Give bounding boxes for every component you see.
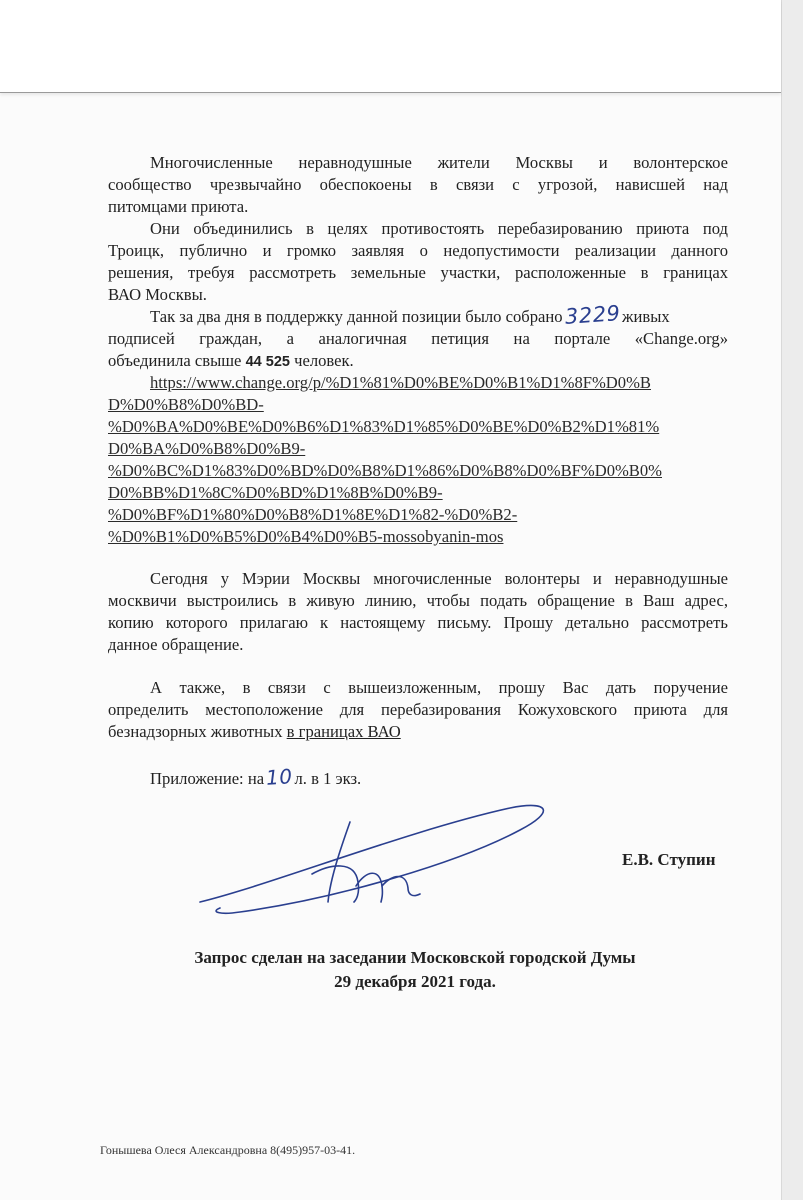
previous-page-edge: [0, 0, 781, 93]
url-line[interactable]: D0%BB%D1%8C%D0%BD%D1%8B%D0%B9-: [108, 483, 443, 502]
text-line: [108, 350, 728, 373]
text-fragment: л. в 1 экз.: [294, 769, 362, 788]
url-line[interactable]: %D0%B1%D0%B5%D0%B4%D0%B5-mossobyanin-mos: [108, 527, 504, 546]
closing-line: Запрос сделан на заседании Московской городской Думы: [194, 948, 636, 967]
underlined-text: в границах ВАО: [286, 722, 401, 741]
paragraph-concern: [108, 152, 728, 218]
url-line[interactable]: %D0%BA%D0%BE%D0%B6%D1%83%D1%85%D0%BE%D0%B2%D1%81%: [108, 417, 660, 436]
url-line[interactable]: %D0%BF%D1%80%D0%B8%D1%8E%D1%82-%D0%B2-: [108, 505, 518, 524]
text-line: решения, требуя рассмотреть земельные участки, расположенные в границах: [108, 263, 728, 282]
paragraph-signatures: [108, 301, 728, 373]
url-line[interactable]: D%D0%B8%D0%BD-: [108, 395, 264, 414]
url-line[interactable]: %D0%BC%D1%83%D0%BD%D0%B8%D1%86%D0%B8%D0%BF%D0%B0%: [108, 461, 662, 480]
handwritten-signature: [180, 790, 560, 930]
text-fragment: объединила свыше: [108, 351, 242, 370]
text-fragment: человек.: [294, 351, 354, 370]
url-line[interactable]: D0%BA%D0%B8%D0%B9-: [108, 439, 306, 458]
closing-statement: [150, 946, 680, 994]
text-line: сообщество чрезвычайно обеспокоены в связи с угрозой, нависшей над: [108, 175, 728, 194]
petition-count: 44 525: [245, 354, 290, 370]
attachment-line: [108, 766, 728, 790]
text-line: определить местоположение для перебазирования Кожуховского приюта для: [108, 700, 728, 719]
handwritten-page-count: 10: [265, 764, 294, 790]
petition-url[interactable]: [108, 372, 728, 548]
text-fragment: Так за два дня в поддержку данной позиции было собрано: [150, 307, 563, 326]
text-line: А также, в связи с вышеизложенным, прошу Вас дать поручение: [150, 678, 728, 697]
text-line: Сегодня у Мэрии Москвы многочисленные волонтеры и неравнодушные: [150, 569, 728, 588]
paragraph-mayor-office: [108, 568, 728, 656]
text-line: подписей граждан, а аналогичная петиция на портале «Change.org»: [108, 329, 728, 348]
handwritten-signature-count: 3229: [563, 301, 621, 329]
paragraph-request: [108, 677, 728, 743]
closing-line: 29 декабря 2021 года.: [334, 972, 496, 991]
text-fragment: Приложение: на: [150, 769, 265, 788]
text-fragment: безнадзорных животных: [108, 722, 283, 741]
text-line: питомцами приюта.: [108, 197, 249, 216]
text-line: [108, 301, 728, 329]
url-line[interactable]: https://www.change.org/p/%D1%81%D0%BE%D0%B1%D1%8F%D0%B: [150, 373, 651, 392]
footer-contact: Гонышева Олеся Александровна 8(495)957-03-41.: [100, 1143, 356, 1157]
text-line: ВАО Москвы.: [108, 285, 207, 304]
text-line: [108, 766, 728, 790]
text-line: Троицк, публично и громко заявляя о недопустимости реализации данного: [108, 241, 728, 260]
text-line: [108, 721, 728, 743]
text-line: Они объединились в целях противостоять перебазированию приюта под: [150, 219, 728, 238]
paragraph-united: [108, 218, 728, 306]
signer-name: Е.В. Ступин: [622, 850, 716, 869]
text-fragment: живых: [622, 307, 670, 326]
text-line: копию которого прилагаю к настоящему письму. Прошу детально рассмотреть: [108, 613, 728, 632]
text-line: москвичи выстроились в живую линию, чтобы подать обращение в Ваш адрес,: [108, 591, 728, 610]
text-line: данное обращение.: [108, 635, 244, 654]
text-line: Многочисленные неравнодушные жители Москвы и волонтерское: [150, 153, 728, 172]
viewer-background: [782, 0, 803, 1200]
